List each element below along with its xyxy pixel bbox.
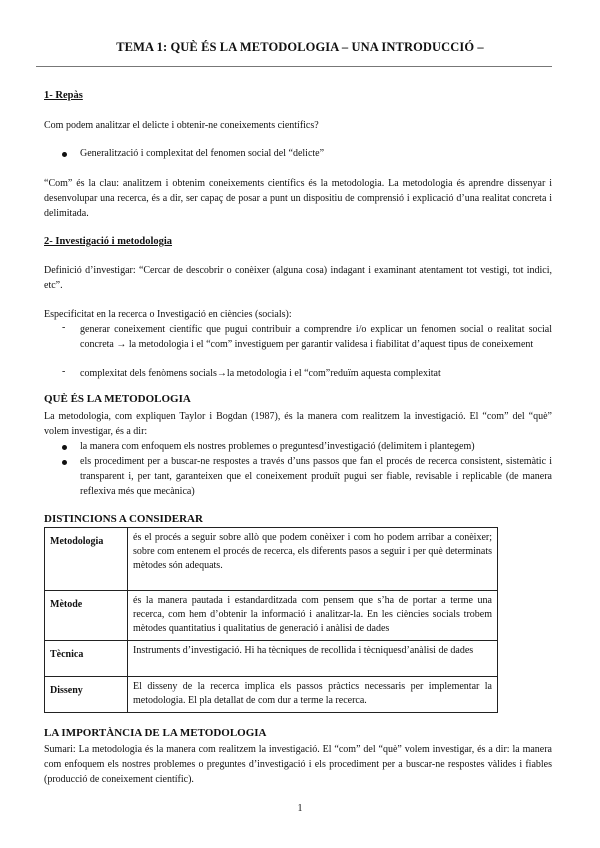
page-title: TEMA 1: QUÈ ÉS LA METODOLOGIA – UNA INTRODUCCIÓ –: [116, 40, 484, 54]
table-row: [45, 677, 498, 713]
table-row: [45, 591, 498, 641]
definition-cell: El disseny de la recerca implica els passos pràctics necessaris per implementar la metodologia. El pla detallat de com dur a terme la recerca.: [128, 677, 498, 713]
bullet-dot: [62, 445, 67, 450]
term-cell: Mètode: [45, 591, 128, 641]
dash-marker: -: [62, 322, 66, 333]
section1-question: Com podem analitzar el delicte i obtenir-ne coneixements científics?: [44, 120, 319, 131]
term-cell: Metodologia: [45, 528, 128, 591]
section5-heading: LA IMPORTÀNCIA DE LA METODOLOGIA: [44, 727, 267, 739]
term-cell: Disseny: [45, 677, 128, 713]
section1-heading: 1- Repàs: [44, 90, 83, 101]
dash-marker: -: [62, 366, 66, 377]
definition-cell: és el procés a seguir sobre allò que podem conèixer i com ho podem arribar a conèixer; sobre com entenem el procés de recerca, els diferents pasos a seguir i per què determinats mètodes són adequats.: [128, 528, 498, 591]
term-cell: Tècnica: [45, 641, 128, 677]
section3-heading: QUÈ ÉS LA METODOLOGIA: [44, 393, 191, 405]
distinctions-table: [44, 527, 498, 713]
section2-dash-item-2: complexitat dels fenòmens socials→la metodologia i el “com”reduïm aquesta complexitat: [80, 368, 441, 379]
title-divider: [36, 66, 552, 67]
definition-cell: és la manera pautada i estandarditzada com pensem que s’ha de portar a terme una recerca, com hem d’obtenir la informació i analitzar-la. En les ciències socials trobem mètodes quantitatius i qualitatius de generació i anàlisi de dades: [128, 591, 498, 641]
section1-paragraph: “Com” és la clau: analitzem i obtenim coneixements científics és la metodologia. La metodologia és aprendre dissenyar i desenvolupar una recerca, és a dir, ser capaç de posar a punt un dispositiu de comprensió i explicació d’una realitat concreta i delimitada.: [44, 178, 552, 219]
section5-summary: Sumari: La metodologia és la manera com realitzem la investigació. El “com” del “què” volem investigar, és a dir: la manera com enfoquem els nostres problemes o preguntes d’investigació i els procediment per a buscar-ne respostes vàlides i fiables (producció de coneixement científic).: [44, 744, 552, 785]
bullet-dot: [62, 152, 67, 157]
definition-cell: Instruments d’investigació. Hi ha tècniques de recollida i tècniquesd’anàlisi de dades: [128, 641, 498, 677]
table-row: [45, 641, 498, 677]
section4-heading: DISTINCIONS A CONSIDERAR: [44, 513, 203, 525]
section2-dash-item-1: generar coneixement científic que pugui contribuir a comprendre i/o explicar un fenomen social o realitat social concreta → la metodologia i el “com” investiguem per garantir validesa i fiabilitat d’aquest tipus de coneixement: [80, 324, 552, 350]
section3-bullet-1: la manera com enfoquem els nostres problemes o preguntesd’investigació (delimitem i plantegem): [80, 441, 475, 452]
page-number: 1: [297, 803, 303, 814]
section3-intro: La metodologia, com expliquen Taylor i Bogdan (1987), és la manera com realitzem la investigació. El “com” del “què” volem investigar, és a dir:: [44, 411, 552, 437]
section3-bullet-2: els procediment per a buscar-ne respostes a través d’uns passos que fan el procés de recerca consistent, sistemàtic i transparent i, per tant, garanteixen que el coneixement produït pugui ser fiable, revisable i replicable (de manera reflexiva més que mecànica): [80, 456, 552, 497]
section2-specificity: Especificitat en la recerca o Investigació en ciències (socials):: [44, 309, 292, 320]
section2-heading: 2- Investigació i metodologia: [44, 236, 173, 247]
table-row: [45, 528, 498, 591]
section2-definition: Definició d’investigar: “Cercar de descobrir o conèixer (alguna cosa) indagant i examinant atentament tot vestigi, tot indici, etc”.: [44, 265, 552, 291]
section1-bullet: Generalització i complexitat del fenomen social del “delicte”: [80, 148, 325, 159]
bullet-dot: [62, 460, 67, 465]
